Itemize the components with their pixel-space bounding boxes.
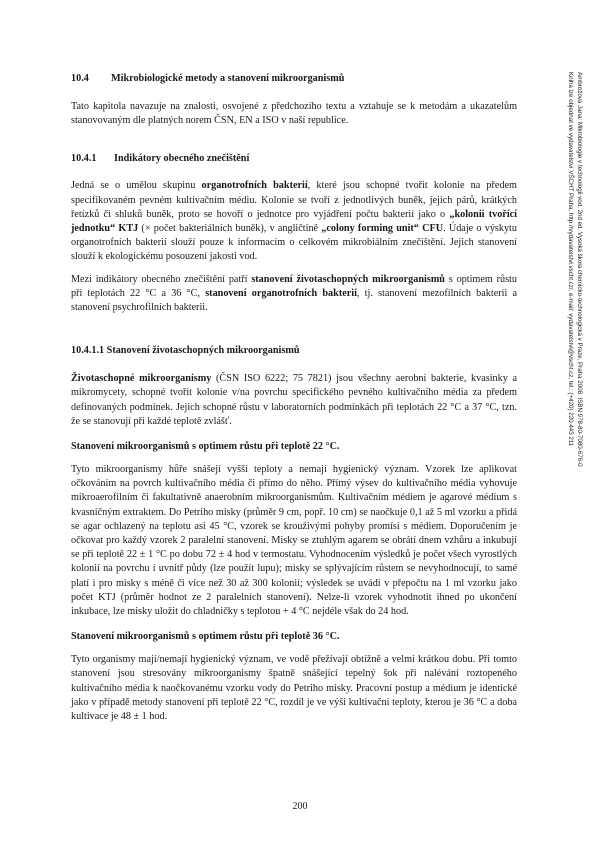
citation-line-2: Kniha lze objednat ve vydavatelství VŠCHT Praha, http://vydavatelstvi.vscht.cz/, e-mail: vydavatelstvi@vscht.cz, tel.: (+420) 220 443 211 (567, 72, 574, 447)
bold-term: „kolonii tvořící jednotku“ KTJ (71, 208, 517, 235)
text-run: s optimem růstu při teplotách 22 °C a 36 °C, (71, 273, 517, 299)
bold-term: stanovení životaschopných mikroorganismů (251, 273, 445, 285)
bold-term: stanovení organotrofních bakterií (205, 287, 357, 299)
bold-term: „colony forming unit“ CFU (321, 223, 444, 235)
subsection-title: Indikátory obecného znečištění (114, 153, 250, 165)
section-title: Mikrobiologické metody a stanovení mikroorganismů (111, 73, 345, 84)
subsubsection-paragraph (71, 372, 517, 429)
section-heading (71, 72, 517, 85)
part-22-paragraph: Tyto mikroorganismy hůře snášejí vyšší teploty a nemají hygienický význam. Vzorek lze aplikovat očkováním na povrch kultivačního média či přímo do něho. Přímý výsev do kultivačního média vyhovuje mikroaerofilním či fakultativně anaerobním mikroorganismům. Kultivačním médiem je agarové médium s kvasničným extraktem. Do Petriho misky (průměr 9 cm, popř. 10 cm) se naočkuje 0,1 až 5 ml vzorku a přidá se agar ochlazený na teplotu asi 45 °C, vzorek se krouživými pohyby promísí s médiem. Doporučením je očkovat pro každý vzorek 2 paralelní stanovení. Misky se ztuhlým agarem se obrátí dnem vzhůru a inkubují se při teplotě 22 ± 1 °C po dobu 72 ± 4 hod v termostatu. Vyhodnocením výsledků je počet všech vyrostlých kolonií na povrchu i uvnitř půdy (lze použít lupu); misky se splývajícím růstem se nevyhodnocují, to samé platí i pro misky s méně či více než 30 až 300 kolonií; výsledek se uvádí v přepočtu na 1 ml vzorku jako počet KTJ (průměr hodnot ze 2 paralelních stanovení). Nelze-li vzorek vyhodnotit ihned po ukončení inkubace, lze misky uložit do chladničky s teplotou + 4 °C nejdéle však do 24 hod. (71, 464, 517, 618)
text-run: (ČSN ISO 6222; 75 7821) jsou všechny aerobní bakterie, kvasinky a mikromycety, schopné tvořit kolonie v/na povrchu specifického pevného kultivačního média za předem definovaných podmínek. Jejich schopné růstu v laboratorních podmínkách při teplotách 22 °C a 37 °C, tzn. že se stanovují při každé teplotě zvlášť. (71, 373, 518, 427)
bold-term: organotrofních bakterií (201, 180, 308, 192)
subsection-paragraph-1 (71, 179, 517, 264)
subsection-paragraph-2 (71, 273, 517, 316)
subsubsection-heading: 10.4.1.1 Stanovení životaschopných mikroorganismů (71, 345, 300, 357)
page-number: 200 (292, 801, 308, 812)
text-run: . Údaje o výskytu organotrofních bakterií slouží pouze k informacím o celkovém mikrobiálním znečištění. Jejich stanovení slouží k ekologickému posouzení jakosti vod. (71, 223, 517, 263)
subsection-number: 10.4.1 (71, 153, 97, 165)
citation-text (566, 72, 584, 692)
section-intro: Tato kapitola navazuje na znalosti, osvojené z předchozího textu a vztahuje se k metodám a ukazatelům stanovovaným dle platných norem ČSN, EN a ISO v naší republice. (71, 101, 517, 127)
text-run: , které jsou schopné tvořit kolonie na předem specifikovaném pevném kultivačním médiu. Kolonie se tvoří z jednotlivých buněk, jejich párů, krátkých řetízků či shluků buněk, proto se hovoří o jednotce pro vyjádření počtu bakterií jako o (71, 180, 517, 220)
part-36-paragraph: Tyto organismy mají/nemají hygienický význam, ve vodě přežívají obtížně a velmi krátkou dobu. Při tomto stanovení jsou stresovány mikroorganismy špatně snášející tepelný šok při nalévání roztopeného kultivačního média k naočkovanému vzorku vody do Petriho misky. Pracovní postup a médium je identické jako v případě metody stanovení při teplotě 22 °C, rozdíl je ve výši kultivační teploty, kterou je 36 °C a doba kultivace je 48 ± 1 hod. (71, 654, 517, 723)
page-content (71, 72, 517, 724)
section-number: 10.4 (71, 73, 89, 84)
part-22-heading: Stanovení mikroorganismů s optimem růstu při teplotě 22 °C. (71, 441, 340, 453)
part-36-heading: Stanovení mikroorganismů s optimem růstu při teplotě 36 °C. (71, 631, 340, 643)
text-run: Jedná se o umělou skupinu (71, 180, 202, 192)
citation-line-1: Ambrožová Jana: Mikrobiologie v technologii vod. 2nd ed. Vysoká škola chemicko-technologická v Praze, Praha 2008. ISBN 978-80-7080-676-0 (576, 72, 583, 467)
citation-sidebar (558, 72, 588, 692)
text-run: Mezi indikátory obecného znečištění patří (71, 273, 252, 285)
subsection-heading (71, 152, 517, 165)
text-run: (× počet bakteriálních buněk), v angličtině (138, 223, 322, 235)
text-run: , tj. stanovení mezofilních bakterii a stanovení psychrofilních bakterii. (71, 287, 517, 314)
bold-term: Životaschopné mikroorganismy (71, 373, 212, 385)
